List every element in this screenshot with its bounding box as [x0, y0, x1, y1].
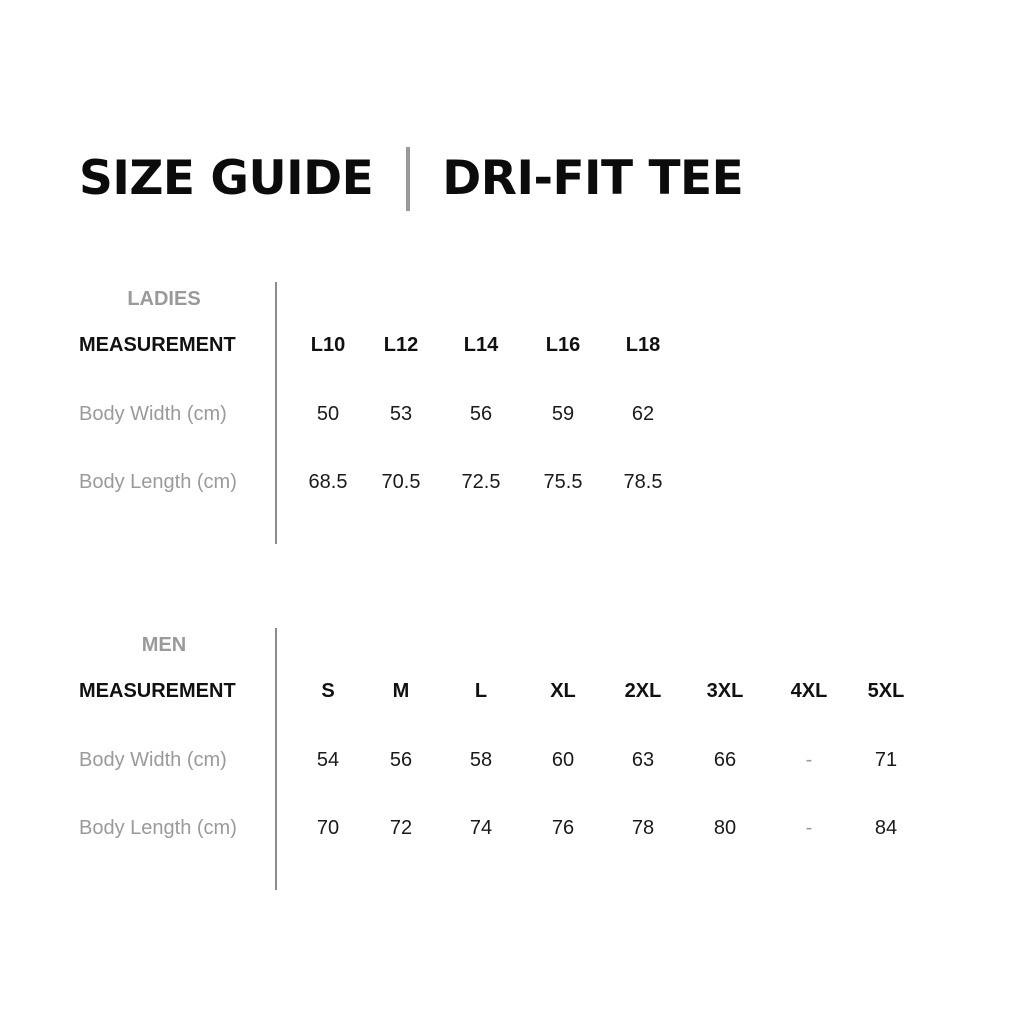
title-size-guide: SIZE GUIDE: [79, 151, 374, 206]
table-divider: [275, 282, 277, 544]
table-cell: 71: [874, 749, 898, 771]
table-cell: 76: [551, 817, 575, 839]
size-header-5xl: 5XL: [867, 680, 905, 702]
table-cell: 54: [316, 749, 340, 771]
table-cell: 74: [469, 817, 493, 839]
size-header-l16: L16: [545, 334, 581, 356]
row-label-body-width: Body Width (cm): [79, 749, 227, 771]
measurement-header: MEASUREMENT: [79, 334, 236, 356]
table-cell: 78.5: [623, 471, 663, 493]
table-divider: [275, 628, 277, 890]
size-header-l18: L18: [625, 334, 661, 356]
table-cell: 56: [389, 749, 413, 771]
size-header-l12: L12: [383, 334, 419, 356]
title-product-name: DRI-FIT TEE: [442, 151, 744, 206]
section-label-men: MEN: [141, 634, 187, 656]
men-size-table: [0, 626, 1024, 892]
size-header-m: M: [392, 680, 410, 702]
size-header-xl: XL: [550, 680, 576, 702]
page-title: [79, 146, 743, 212]
row-label-body-length: Body Length (cm): [79, 817, 237, 839]
row-label-body-length: Body Length (cm): [79, 471, 237, 493]
table-cell: 75.5: [543, 471, 583, 493]
table-cell: 56: [469, 403, 493, 425]
table-cell: 72: [389, 817, 413, 839]
size-header-l10: L10: [310, 334, 346, 356]
ladies-size-table: [0, 280, 1024, 546]
table-cell: 78: [631, 817, 655, 839]
size-header-s: S: [321, 680, 335, 702]
size-header-l14: L14: [463, 334, 499, 356]
size-header-2xl: 2XL: [624, 680, 662, 702]
table-cell: 53: [389, 403, 413, 425]
title-divider: [406, 147, 410, 211]
size-header-4xl: 4XL: [790, 680, 828, 702]
table-cell: 60: [551, 749, 575, 771]
table-cell: 70: [316, 817, 340, 839]
table-cell: 68.5: [308, 471, 348, 493]
table-cell: 63: [631, 749, 655, 771]
table-cell: 72.5: [461, 471, 501, 493]
table-cell: 59: [551, 403, 575, 425]
table-cell-empty: -: [805, 817, 813, 839]
section-label-ladies: LADIES: [127, 288, 201, 310]
table-cell: 62: [631, 403, 655, 425]
table-cell-empty: -: [805, 749, 813, 771]
size-header-l: L: [474, 680, 488, 702]
table-cell: 50: [316, 403, 340, 425]
measurement-header: MEASUREMENT: [79, 680, 236, 702]
table-cell: 66: [713, 749, 737, 771]
table-cell: 80: [713, 817, 737, 839]
table-cell: 84: [874, 817, 898, 839]
row-label-body-width: Body Width (cm): [79, 403, 227, 425]
table-cell: 58: [469, 749, 493, 771]
table-cell: 70.5: [381, 471, 421, 493]
size-header-3xl: 3XL: [706, 680, 744, 702]
